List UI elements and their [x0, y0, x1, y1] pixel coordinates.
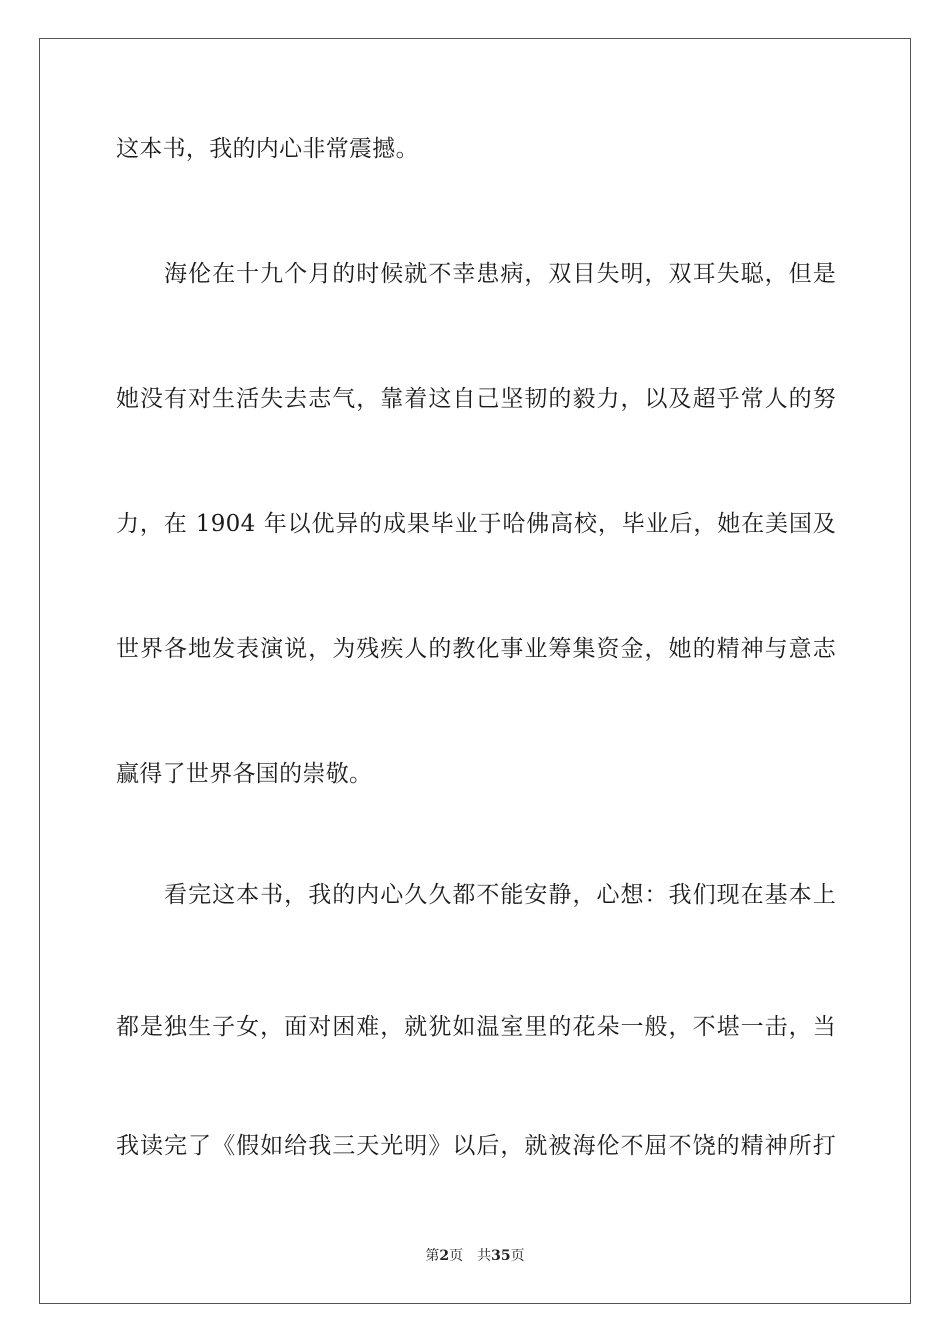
body-line-1: 这本书，我的内心非常震撼。 — [116, 136, 419, 162]
body-line-2: 海伦在十九个月的时候就不幸患病，双目失明，双耳失聪，但是 — [116, 261, 836, 287]
body-line-6: 赢得了世界各国的崇敬。 — [116, 761, 373, 787]
body-line-9: 我读完了《假如给我三天光明》以后，就被海伦不屈不饶的精神所打 — [116, 1133, 836, 1159]
body-line-7: 看完这本书，我的内心久久都不能安静，心想：我们现在基本上 — [116, 882, 836, 908]
total-prefix: 共 — [477, 1248, 492, 1264]
total-pages: 35 — [491, 1248, 511, 1264]
page-number: 2 — [439, 1248, 450, 1264]
total-suffix: 页 — [510, 1248, 525, 1264]
body-line-8: 都是独生子女，面对困难，就犹如温室里的花朵一般，不堪一击，当 — [116, 1014, 836, 1040]
body-line-3: 她没有对生活失去志气，靠着这自己坚韧的毅力，以及超乎常人的努 — [116, 386, 836, 412]
page-border — [39, 38, 911, 1304]
page-prefix: 第 — [425, 1248, 440, 1264]
body-line-5: 世界各地发表演说，为残疾人的教化事业筹集资金，她的精神与意志 — [116, 636, 836, 662]
page-suffix: 页 — [449, 1248, 464, 1264]
page-footer — [0, 1246, 950, 1266]
body-line-4: 力，在 1904 年以优异的成果毕业于哈佛高校，毕业后，她在美国及 — [116, 511, 836, 537]
